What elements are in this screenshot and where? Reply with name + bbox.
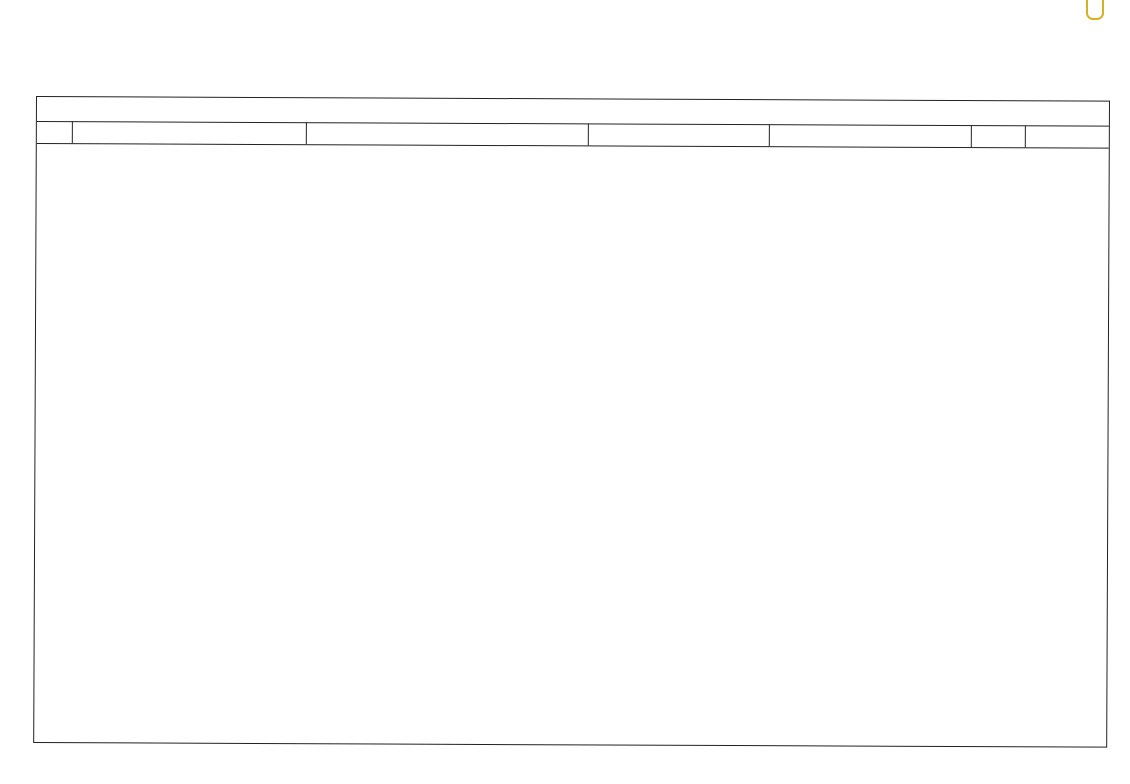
table-header-row — [37, 121, 1109, 149]
header-description-en — [307, 122, 589, 145]
header-qty — [972, 125, 1026, 147]
header-model-cn — [589, 123, 770, 146]
spec-table — [33, 96, 1110, 748]
header-description — [73, 121, 307, 144]
paper-clip-mark — [1086, 0, 1104, 20]
header-no — [37, 121, 73, 143]
header-model-en — [770, 124, 972, 147]
header-manufacture — [1026, 125, 1111, 147]
